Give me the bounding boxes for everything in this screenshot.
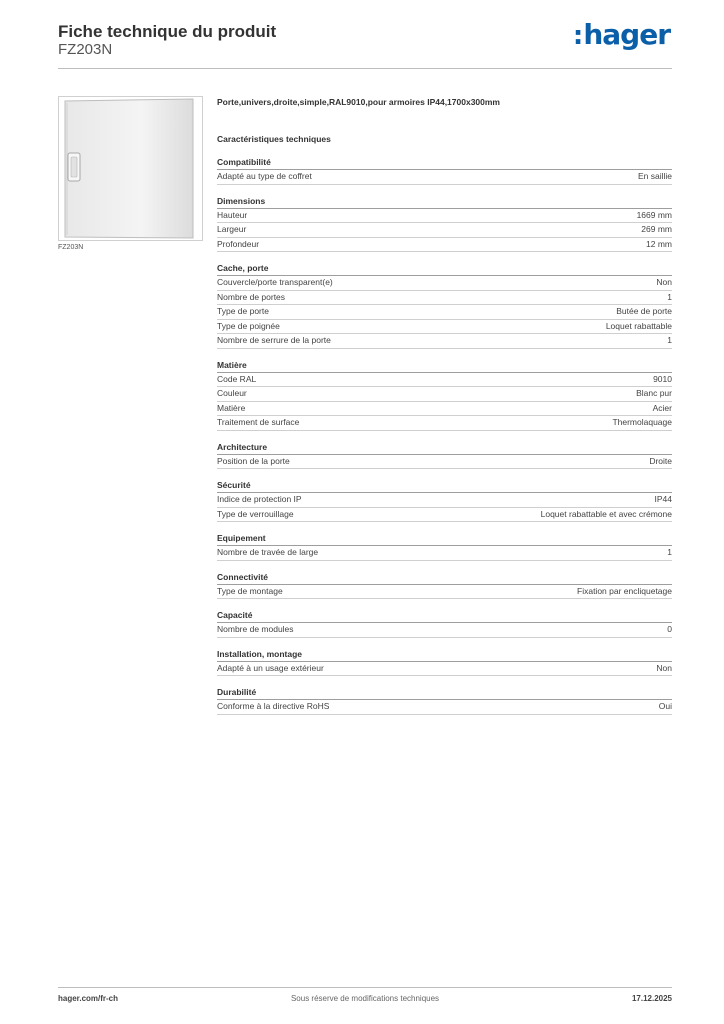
group-title: Durabilité xyxy=(217,686,672,700)
spec-row xyxy=(217,585,672,600)
spec-value: 269 mm xyxy=(641,224,672,234)
spec-row xyxy=(217,387,672,402)
spec-row xyxy=(217,508,672,523)
spec-group xyxy=(217,532,672,561)
spec-group xyxy=(217,686,672,715)
footer-date: 17.12.2025 xyxy=(631,994,672,1003)
spec-label: Profondeur xyxy=(217,238,260,249)
spec-label: Type de porte xyxy=(217,306,269,316)
footer-divider xyxy=(58,987,672,988)
spec-value: Loquet rabattable xyxy=(605,320,672,331)
page-header xyxy=(58,20,672,68)
spec-label: Nombre de modules xyxy=(217,624,294,634)
spec-row xyxy=(217,700,672,715)
group-title: Sécurité xyxy=(217,479,672,493)
spec-row xyxy=(217,546,672,561)
group-title: Cache, porte xyxy=(217,262,672,276)
hager-logo xyxy=(573,18,670,51)
spec-value: Acier xyxy=(652,402,672,413)
spec-group xyxy=(217,195,672,253)
footer-website-link[interactable]: hager.com/fr-ch xyxy=(58,994,119,1003)
spec-group xyxy=(217,609,672,638)
spec-group xyxy=(217,156,672,185)
spec-value: Non xyxy=(656,277,672,287)
spec-value: 9010 xyxy=(653,373,672,384)
logo-text: hager xyxy=(583,18,670,51)
spec-row xyxy=(217,209,672,224)
spec-label: Couvercle/porte transparent(e) xyxy=(217,277,333,287)
spec-value: Non xyxy=(656,662,672,673)
spec-row xyxy=(217,305,672,320)
spec-group xyxy=(217,262,672,349)
spec-value: 12 mm xyxy=(646,238,672,249)
spec-row xyxy=(217,223,672,238)
product-description: Porte,univers,droite,simple,RAL9010,pour armoires IP44,1700x300mm xyxy=(217,97,500,107)
spec-group xyxy=(217,479,672,522)
spec-label: Conforme à la directive RoHS xyxy=(217,701,330,711)
spec-value: 1 xyxy=(667,547,672,557)
spec-row xyxy=(217,455,672,470)
spec-label: Position de la porte xyxy=(217,455,290,466)
spec-value: Oui xyxy=(658,701,672,711)
header-divider xyxy=(58,68,672,69)
image-caption: FZ203N xyxy=(58,244,84,251)
group-title: Equipement xyxy=(217,532,672,546)
group-title: Installation, montage xyxy=(217,648,672,662)
product-image xyxy=(58,96,203,241)
spec-value: En saillie xyxy=(637,171,672,181)
page-title: Fiche technique du produit xyxy=(58,22,277,41)
footer-disclaimer: Sous réserve de modifications techniques xyxy=(290,994,440,1003)
spec-label: Type de poignée xyxy=(217,320,280,331)
spec-value: IP44 xyxy=(654,494,672,504)
spec-label: Hauteur xyxy=(217,209,248,220)
door-illustration-icon xyxy=(59,97,202,240)
spec-group xyxy=(217,571,672,600)
spec-row xyxy=(217,238,672,253)
section-title: Caractéristiques techniques xyxy=(217,134,331,144)
spec-row xyxy=(217,662,672,677)
group-title: Connectivité xyxy=(217,571,672,585)
spec-label: Couleur xyxy=(217,388,247,398)
spec-value: 1 xyxy=(667,335,672,345)
spec-value: Thermolaquage xyxy=(612,417,672,427)
page-footer xyxy=(58,994,672,1008)
spec-row xyxy=(217,170,672,185)
spec-group xyxy=(217,441,672,470)
spec-label: Type de montage xyxy=(217,585,283,596)
spec-value: Loquet rabattable et avec crémone xyxy=(540,508,672,519)
spec-label: Adapté au type de coffret xyxy=(217,171,312,181)
spec-value: 1 xyxy=(667,291,672,302)
spec-label: Nombre de portes xyxy=(217,291,286,302)
spec-row xyxy=(217,493,672,508)
spec-value: 1669 mm xyxy=(636,209,672,220)
spec-row xyxy=(217,276,672,291)
spec-value: Droite xyxy=(649,455,672,466)
group-title: Compatibilité xyxy=(217,156,672,170)
logo-dots-icon: : xyxy=(572,21,583,51)
product-code: FZ203N xyxy=(58,41,113,58)
spec-value: Butée de porte xyxy=(616,306,672,316)
spec-row xyxy=(217,416,672,431)
spec-value: Fixation par encliquetage xyxy=(577,585,672,596)
spec-row xyxy=(217,623,672,638)
spec-label: Type de verrouillage xyxy=(217,508,294,519)
spec-label: Matière xyxy=(217,402,246,413)
spec-group xyxy=(217,359,672,431)
group-title: Matière xyxy=(217,359,672,373)
spec-label: Largeur xyxy=(217,224,247,234)
spec-row xyxy=(217,291,672,306)
spec-label: Indice de protection IP xyxy=(217,494,302,504)
spec-label: Traitement de surface xyxy=(217,417,300,427)
spec-row xyxy=(217,334,672,349)
spec-content xyxy=(217,96,672,715)
spec-row xyxy=(217,320,672,335)
spec-group xyxy=(217,648,672,677)
spec-label: Nombre de travée de large xyxy=(217,547,319,557)
group-title: Dimensions xyxy=(217,195,672,209)
spec-row xyxy=(217,402,672,417)
spec-label: Code RAL xyxy=(217,373,257,384)
group-title: Capacité xyxy=(217,609,672,623)
group-title: Architecture xyxy=(217,441,672,455)
spec-label: Nombre de serrure de la porte xyxy=(217,335,331,345)
spec-value: Blanc pur xyxy=(636,388,672,398)
spec-value: 0 xyxy=(667,624,672,634)
spec-label: Adapté à un usage extérieur xyxy=(217,662,324,673)
spec-row xyxy=(217,373,672,388)
